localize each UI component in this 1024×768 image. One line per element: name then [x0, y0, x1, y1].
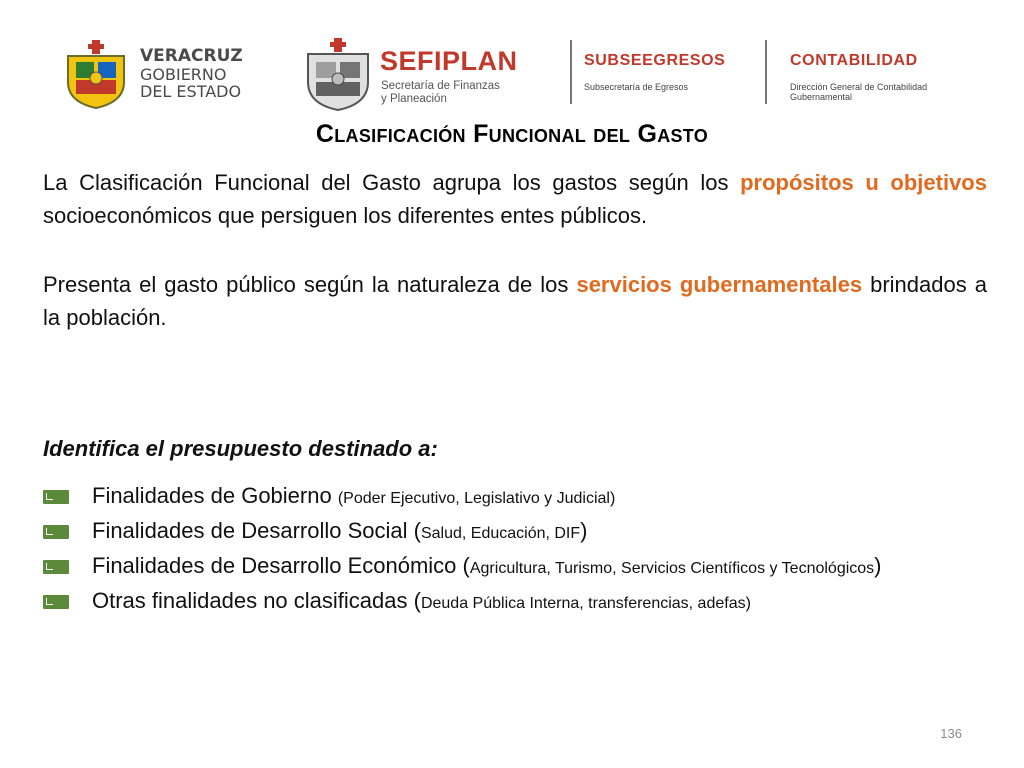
- sefiplan-logo: [302, 36, 562, 116]
- header-divider: [765, 40, 767, 104]
- item-main: Otras finalidades no clasificadas: [92, 588, 414, 613]
- item-main: Finalidades de Gobierno: [92, 483, 338, 508]
- veracruz-line2: GOBIERNO: [140, 65, 227, 84]
- sefiplan-sub2: y Planeación: [381, 93, 447, 106]
- list-item: [43, 586, 987, 619]
- contabilidad-sub2: Gubernamental: [790, 92, 853, 103]
- bullet-icon: [43, 490, 69, 504]
- item-detail: Deuda Pública Interna, transferencias, adefas): [420, 595, 751, 612]
- sefiplan-name: SEFIPLAN: [380, 46, 518, 76]
- sefiplan-sub1: Secretaría de Finanzas: [381, 80, 500, 92]
- subseegresos-sub: Subsecretaría de Egresos: [584, 82, 689, 92]
- bullet-icon: [43, 525, 69, 539]
- item-detail-pre: (: [462, 553, 470, 578]
- subheading: Identifica el presupuesto destinado a:: [43, 436, 438, 461]
- veracruz-shield-icon: [62, 38, 130, 110]
- item-detail: Agricultura, Turismo, Servicios Científicos y Tecnológicos: [469, 560, 875, 577]
- slide-title: Clasificación Funcional del Gasto: [315, 120, 709, 148]
- paragraph-1-pre: La Clasificación Funcional del Gasto agrupa los gastos según los: [43, 170, 741, 195]
- veracruz-logo: [62, 38, 262, 118]
- finalidades-list: [43, 481, 987, 621]
- sefiplan-shield-icon: [302, 36, 374, 112]
- contabilidad-sub: [790, 82, 927, 103]
- item-detail-post: ): [580, 518, 588, 543]
- list-item: [43, 551, 987, 584]
- paragraph-2: [43, 268, 987, 334]
- header-divider: [570, 40, 572, 104]
- item-main: Finalidades de Desarrollo Social: [92, 518, 414, 543]
- contabilidad-block: [790, 52, 927, 103]
- item-detail-pre: (: [413, 588, 421, 613]
- item-detail-post: ): [874, 553, 882, 578]
- item-detail: Poder Ejecutivo, Legislativo y Judicial): [343, 490, 616, 507]
- paragraph-1: [43, 166, 987, 232]
- paragraph-1-post: socioeconómicos que persiguen los diferentes entes públicos.: [43, 203, 648, 228]
- paragraph-1-highlight: propósitos u objetivos: [740, 170, 987, 195]
- bullet-icon: [43, 560, 69, 574]
- contabilidad-title: CONTABILIDAD: [790, 52, 918, 69]
- contabilidad-sub1: Dirección General de Contabilidad: [790, 82, 928, 92]
- paragraph-2-post: brindados a la población.: [43, 272, 987, 330]
- subseegresos-block: [584, 52, 725, 92]
- item-detail: Salud, Educación, DIF: [420, 525, 581, 542]
- paragraph-2-pre: Presenta el gasto público según la naturaleza de los: [43, 272, 577, 297]
- list-item: [43, 481, 987, 514]
- item-detail-pre: (: [337, 490, 344, 507]
- veracruz-line3: DEL ESTADO: [140, 82, 242, 101]
- list-item: [43, 516, 987, 549]
- page-number: 136: [940, 726, 962, 741]
- paragraph-2-highlight: servicios gubernamentales: [576, 272, 863, 297]
- subseegresos-title: SUBSEEGRESOS: [584, 52, 726, 69]
- bullet-icon: [43, 595, 69, 609]
- item-detail-pre: (: [413, 518, 421, 543]
- veracruz-line1: VERACRUZ: [140, 46, 243, 66]
- item-main: Finalidades de Desarrollo Económico: [92, 553, 463, 578]
